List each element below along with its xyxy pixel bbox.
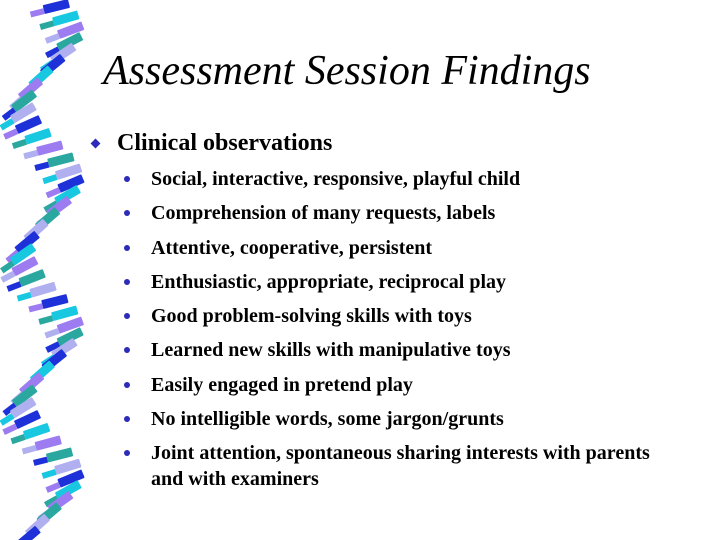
ribbon-strip bbox=[42, 174, 57, 184]
list-item bbox=[124, 372, 681, 398]
observation-text: Easily engaged in pretend play bbox=[151, 373, 413, 396]
ribbon-strip bbox=[38, 315, 53, 324]
bullet-dot-icon bbox=[124, 450, 130, 456]
list-item bbox=[124, 303, 681, 329]
ribbon-strip bbox=[30, 8, 45, 17]
list-item bbox=[124, 406, 681, 432]
observation-text: Attentive, cooperative, persistent bbox=[151, 236, 433, 259]
ribbon-strip bbox=[39, 20, 54, 30]
ribbon-strip bbox=[51, 306, 78, 322]
bullet-dot-icon bbox=[124, 245, 130, 251]
observation-text: Comprehension of many requests, labels bbox=[151, 202, 496, 225]
bullet-dot-icon bbox=[124, 210, 130, 216]
list-item bbox=[124, 200, 681, 226]
ribbon-strip bbox=[33, 457, 48, 466]
observation-text: Good problem-solving skills with toys bbox=[151, 305, 472, 328]
list-item bbox=[124, 166, 681, 192]
ribbon-strip bbox=[41, 294, 68, 309]
observation-list bbox=[124, 166, 681, 501]
ribbon-strip bbox=[22, 445, 37, 454]
decorative-wave-border bbox=[0, 0, 110, 540]
list-item bbox=[124, 440, 681, 492]
bullet-dot-icon bbox=[124, 313, 130, 319]
ribbon-strip bbox=[6, 281, 21, 292]
bullet-dot-icon bbox=[124, 279, 130, 285]
ribbon-strip bbox=[0, 271, 15, 283]
ribbon-strip bbox=[0, 413, 15, 425]
ribbon-strip bbox=[2, 424, 17, 435]
bullet-dot-icon bbox=[124, 176, 130, 182]
ribbon-strip bbox=[42, 469, 57, 479]
ribbon-strip bbox=[23, 423, 51, 440]
observation-text: No intelligible words, some jargon/grunts bbox=[151, 408, 504, 431]
ribbon-strip bbox=[45, 33, 60, 44]
ribbon-strip bbox=[47, 152, 74, 167]
ribbon-strip bbox=[29, 282, 56, 298]
ribbon-strip bbox=[11, 434, 26, 444]
observation-text: Learned new skills with manipulative toys bbox=[151, 339, 511, 362]
observation-text: Enthusiastic, appropriate, reciprocal play bbox=[151, 270, 507, 293]
observation-text: Social, interactive, responsive, playful child bbox=[151, 168, 521, 190]
ribbon-strip bbox=[44, 328, 59, 338]
bullet-dot-icon bbox=[124, 416, 130, 422]
slide-title: Assessment Session Findings bbox=[103, 48, 591, 94]
section-heading-row bbox=[90, 128, 332, 158]
ribbon-strip bbox=[34, 435, 61, 450]
ribbon-strip bbox=[3, 128, 18, 139]
ribbon-strip bbox=[17, 292, 32, 302]
ribbon-strip bbox=[36, 140, 63, 155]
ribbon-strip bbox=[24, 128, 52, 145]
section-heading: Clinical observations bbox=[117, 130, 333, 156]
ribbon-strip bbox=[28, 303, 43, 312]
ribbon-strip bbox=[46, 447, 73, 462]
bullet-dot-icon bbox=[124, 347, 130, 353]
observation-text: Joint attention, spontaneous sharing interests with parents and with examiners bbox=[151, 442, 650, 491]
bullet-dot-icon bbox=[124, 382, 130, 388]
diamond-bullet-icon bbox=[91, 138, 101, 148]
list-item bbox=[124, 269, 681, 295]
ribbon-strip bbox=[0, 118, 15, 130]
list-item bbox=[124, 235, 681, 261]
ribbon-strip bbox=[12, 139, 27, 149]
ribbon-strip bbox=[23, 150, 38, 159]
ribbon-strip bbox=[34, 162, 49, 171]
ribbon-strip bbox=[43, 0, 70, 14]
list-item bbox=[124, 337, 681, 363]
